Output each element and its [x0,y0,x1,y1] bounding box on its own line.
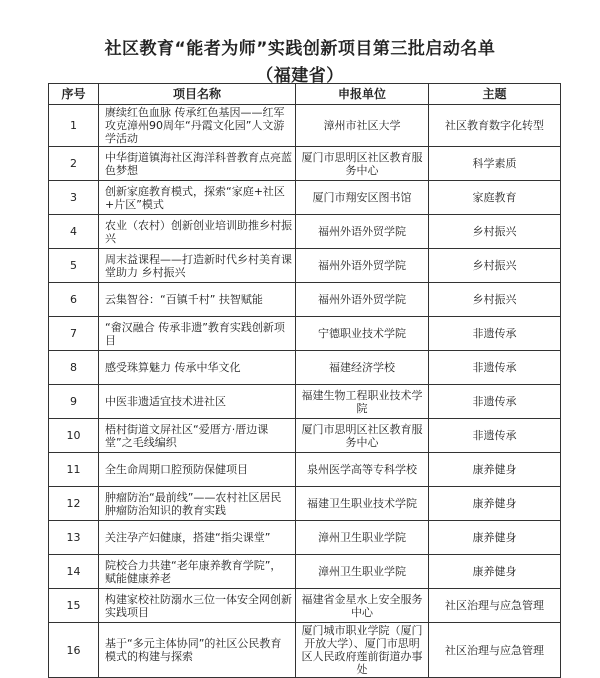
table-row [49,487,561,521]
row-number: 11 [49,453,99,487]
applicant-unit-cell: 厦门城市职业学院（厦门开放大学）、厦门市思明区人民政府莲前街道办事处 [296,623,429,678]
table-row [49,317,561,351]
applicant-unit-cell: 福州外语外贸学院 [296,215,429,249]
row-number: 9 [49,385,99,419]
table-header-row [49,84,561,105]
row-number: 3 [49,181,99,215]
theme-cell: 社区教育数字化转型 [429,105,561,147]
theme-cell: 社区治理与应急管理 [429,589,561,623]
project-name-cell: 关注孕产妇健康，搭建“指尖课堂” [99,521,296,555]
project-name-cell: 院校合力共建“老年康养教育学院”，赋能健康养老 [99,555,296,589]
project-name-cell: 创新家庭教育模式，探索“家庭+社区+片区”模式 [99,181,296,215]
table-row [49,385,561,419]
project-name-cell: 赓续红色血脉 传承红色基因——红军攻克漳州90周年“丹霞文化园”人文游学活动 [99,105,296,147]
project-table [48,83,561,678]
applicant-unit-cell: 漳州市社区大学 [296,105,429,147]
project-name-cell: 基于“多元主体协同”的社区公民教育模式的构建与探索 [99,623,296,678]
theme-cell: 康养健身 [429,521,561,555]
table-row [49,249,561,283]
project-name-cell: 全生命周期口腔预防保健项目 [99,453,296,487]
table-row [49,181,561,215]
header-theme: 主题 [429,84,561,105]
table-row [49,147,561,181]
row-number: 12 [49,487,99,521]
row-number: 7 [49,317,99,351]
applicant-unit-cell: 福建卫生职业技术学院 [296,487,429,521]
project-name-cell: 农业（农村）创新创业培训助推乡村振兴 [99,215,296,249]
project-name-cell: 周末益课程——打造新时代乡村美育课堂助力 乡村振兴 [99,249,296,283]
theme-cell: 康养健身 [429,453,561,487]
row-number: 4 [49,215,99,249]
project-name-cell: 中华街道镇海社区海洋科普教育点亮蓝色梦想 [99,147,296,181]
project-name-cell: 梧村街道文屏社区“爱厝方·厝边课堂”之毛线编织 [99,419,296,453]
applicant-unit-cell: 泉州医学高等专科学校 [296,453,429,487]
theme-cell: 非遗传承 [429,351,561,385]
table-row [49,351,561,385]
table-row [49,453,561,487]
applicant-unit-cell: 福建经济学校 [296,351,429,385]
theme-cell: 乡村振兴 [429,283,561,317]
applicant-unit-cell: 厦门市翔安区图书馆 [296,181,429,215]
theme-cell: 科学素质 [429,147,561,181]
project-name-cell: 肿瘤防治“最前线”——农村社区居民肿瘤防治知识的教育实践 [99,487,296,521]
table-row [49,105,561,147]
applicant-unit-cell: 漳州卫生职业学院 [296,521,429,555]
row-number: 16 [49,623,99,678]
row-number: 8 [49,351,99,385]
applicant-unit-cell: 宁德职业技术学院 [296,317,429,351]
project-name-cell: 感受珠算魅力 传承中华文化 [99,351,296,385]
table-row [49,623,561,678]
theme-cell: 康养健身 [429,555,561,589]
theme-cell: 非遗传承 [429,419,561,453]
header-applicant: 申报单位 [296,84,429,105]
theme-cell: 家庭教育 [429,181,561,215]
theme-cell: 非遗传承 [429,317,561,351]
row-number: 14 [49,555,99,589]
row-number: 13 [49,521,99,555]
theme-cell: 康养健身 [429,487,561,521]
project-name-cell: 构建家校社防溺水三位一体安全网创新实践项目 [99,589,296,623]
applicant-unit-cell: 福州外语外贸学院 [296,283,429,317]
table-row [49,521,561,555]
applicant-unit-cell: 漳州卫生职业学院 [296,555,429,589]
project-name-cell: 云集智谷：“百镇千村” 扶智赋能 [99,283,296,317]
theme-cell: 乡村振兴 [429,249,561,283]
theme-cell: 社区治理与应急管理 [429,623,561,678]
table-row [49,215,561,249]
project-name-cell: “畲汉融合 传承非遗”教育实践创新项目 [99,317,296,351]
applicant-unit-cell: 福建省金星水上安全服务中心 [296,589,429,623]
row-number: 6 [49,283,99,317]
row-number: 1 [49,105,99,147]
applicant-unit-cell: 厦门市思明区社区教育服务中心 [296,419,429,453]
row-number: 5 [49,249,99,283]
row-number: 2 [49,147,99,181]
page-title: 社区教育“能者为师”实践创新项目第三批启动名单 [104,39,496,59]
project-name-cell: 中医非遗适宜技术进社区 [99,385,296,419]
row-number: 10 [49,419,99,453]
page-subtitle: （福建省） [256,66,344,86]
applicant-unit-cell: 厦门市思明区社区教育服务中心 [296,147,429,181]
table-row [49,419,561,453]
applicant-unit-cell: 福建生物工程职业技术学院 [296,385,429,419]
header-number: 序号 [49,84,99,105]
applicant-unit-cell: 福州外语外贸学院 [296,249,429,283]
table-row [49,555,561,589]
theme-cell: 非遗传承 [429,385,561,419]
table-row [49,589,561,623]
table-row [49,283,561,317]
theme-cell: 乡村振兴 [429,215,561,249]
row-number: 15 [49,589,99,623]
header-project-name: 项目名称 [99,84,296,105]
